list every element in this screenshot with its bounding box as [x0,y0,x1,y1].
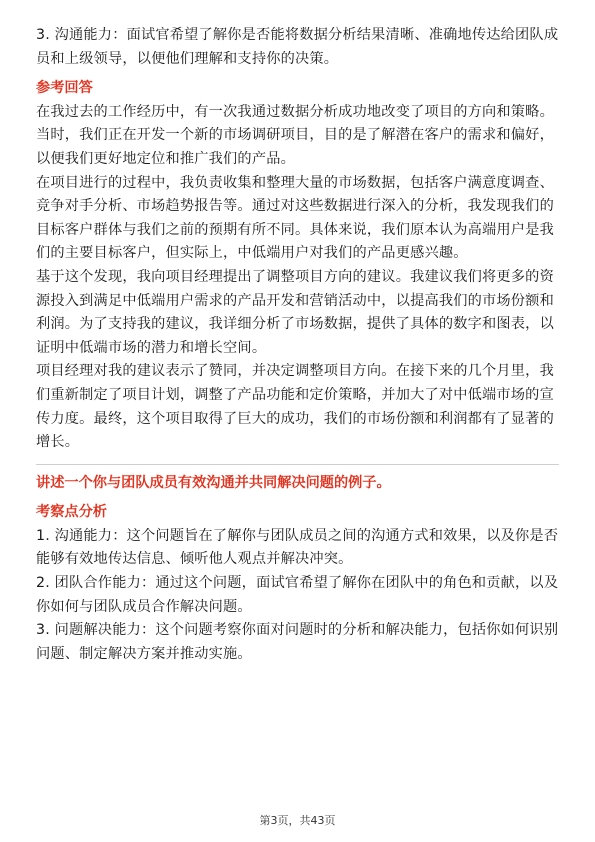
analysis-point-1: 1. 沟通能力：这个问题旨在了解你与团队成员之间的沟通方式和效果，以及你是否能够有效地传达信息、倾听他人观点并解决冲突。 [36,527,559,568]
criterion-communication: 3. 沟通能力：面试官希望了解你是否能将数据分析结果清晰、准确地传达给团队成员和上级领导，以便他们理解和支持你的决策。 [36,27,559,67]
analysis-heading: 考察点分析 [36,504,107,521]
answer-paragraph-2: 在项目进行的过程中，我负责收集和整理大量的市场数据，包括客户满意度调查、竞争对手分析、市场趋势报告等。通过对这些数据进行深入的分析，我发现我们的目标客户群体与我们之前的预期有所不同。具体来说，我们原本认为高端用户是我们的主要目标客户，但实际上，中低端用户对我们的产品更感兴趣。 [36,174,554,262]
section-divider [36,464,559,465]
analysis-point-2: 2. 团队合作能力：通过这个问题，面试官希望了解你在团队中的角色和贡献，以及你如何与团队成员合作解决问题。 [36,575,559,615]
reference-answer-heading: 参考回答 [36,80,93,97]
answer-paragraph-4: 项目经理对我的建议表示了赞同，并决定调整项目方向。在接下来的几个月里，我们重新制定了项目计划，调整了产品功能和定价策略，并加大了对中低端市场的宣传力度。最终，这个项目取得了巨大的成功，我们的市场份额和利润都有了显著的增长。 [36,363,554,451]
answer-paragraph-3: 基于这个发现，我向项目经理提出了调整项目方向的建议。我建议我们将更多的资源投入到满足中低端用户需求的产品开发和营销活动中，以提高我们的市场份额和利润。为了支持我的建议，我详细分析了市场数据，提供了具体的数字和图表，以证明中低端市场的潜力和增长空间。 [36,268,554,356]
question-title: 讲述一个你与团队成员有效沟通并共同解决问题的例子。 [36,474,391,491]
document-page [36,24,559,666]
page-number: 第3页，共43页 [259,814,336,827]
analysis-point-3: 3. 问题解决能力：这个问题考察你面对问题时的分析和解决能力，包括你如何识别问题、制定解决方案并推动实施。 [36,622,559,662]
answer-paragraph-1: 在我过去的工作经历中，有一次我通过数据分析成功地改变了项目的方向和策略。当时，我们正在开发一个新的市场调研项目，目的是了解潜在客户的需求和偏好，以便我们更好地定位和推广我们的产品。 [36,103,554,167]
